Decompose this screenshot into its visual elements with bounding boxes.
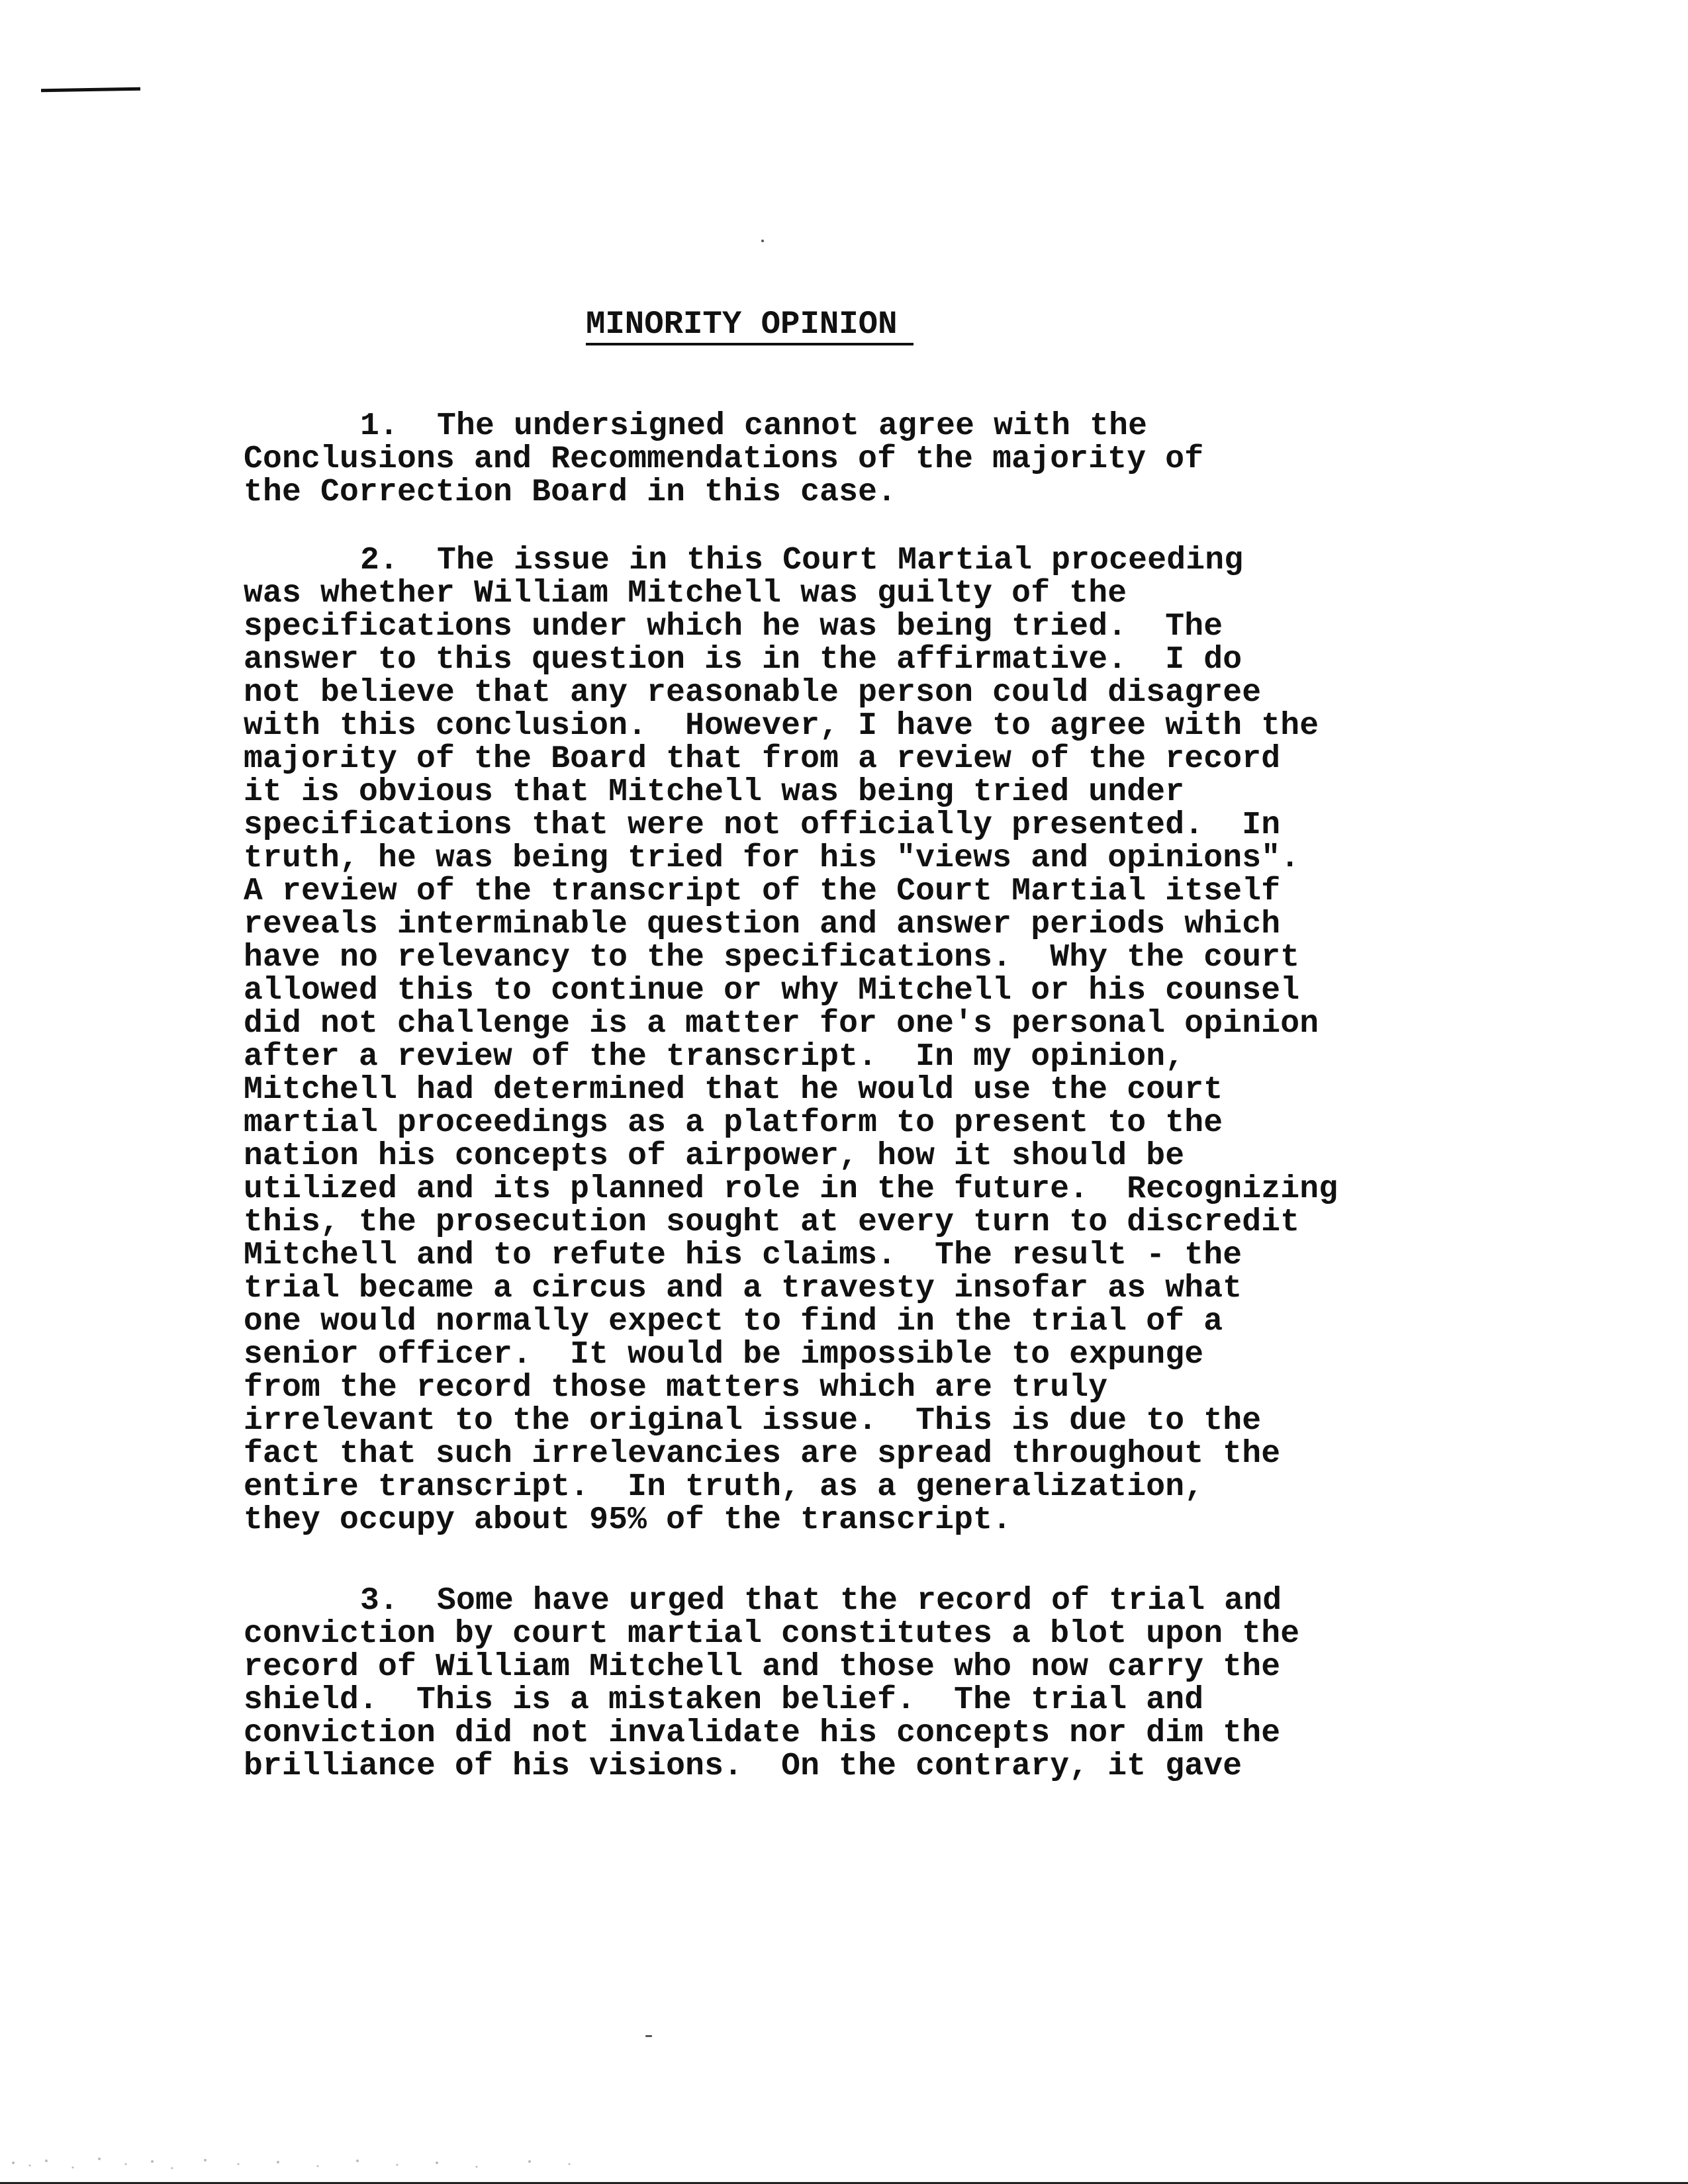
scan-noise — [0, 2144, 1688, 2184]
paragraph-1-line: the Correction Board in this case. — [244, 475, 897, 510]
paragraph-1-line: Conclusions and Recommendations of the majority of — [244, 441, 1204, 477]
paragraph-3-line: record of William Mitchell and those who now carry the — [244, 1649, 1281, 1685]
paragraph-2-line: Mitchell had determined that he would use the court — [244, 1072, 1223, 1108]
paragraph-2-line: fact that such irrelevancies are spread throughout the — [244, 1436, 1281, 1472]
paragraph-2-line: entire transcript. In truth, as a generalization, — [244, 1469, 1204, 1505]
paragraph-2-line: utilized and its planned role in the future. Recognizing — [244, 1171, 1338, 1207]
paragraph-3-line: 3. Some have urged that the record of trial and — [360, 1583, 1282, 1619]
paragraph-2-line: not believe that any reasonable person could disagree — [244, 675, 1262, 711]
paragraph-3-line: shield. This is a mistaken belief. The trial and — [244, 1682, 1204, 1718]
paragraph-2-line: one would normally expect to find in the trial of a — [244, 1304, 1223, 1340]
corner-mark — [41, 87, 140, 93]
paragraph-2-line: irrelevant to the original issue. This is due to the — [244, 1403, 1262, 1439]
paragraph-2-line: reveals interminable question and answer periods which — [244, 907, 1281, 942]
paragraph-2-line: A review of the transcript of the Court Martial itself — [244, 874, 1281, 909]
paragraph-2-line: majority of the Board that from a review of the record — [244, 741, 1281, 777]
paragraph-2-line: answer to this question is in the affirmative. I do — [244, 642, 1243, 678]
document-title: MINORITY OPINION — [586, 306, 898, 343]
title-underline — [586, 343, 914, 345]
paragraph-1-line: 1. The undersigned cannot agree with the — [360, 408, 1148, 444]
paragraph-2-line: specifications that were not officially presented. In — [244, 807, 1281, 843]
paragraph-2-line: trial became a circus and a travesty insofar as what — [244, 1271, 1243, 1306]
paragraph-2-line: truth, he was being tried for his "views and opinions". — [244, 841, 1300, 876]
paragraph-2-line: from the record those matters which are truly — [244, 1370, 1108, 1406]
paragraph-2-line: with this conclusion. However, I have to agree with the — [244, 708, 1319, 744]
paragraph-2-line: allowed this to continue or why Mitchell or his counsel — [244, 973, 1300, 1009]
paragraph-2-line: have no relevancy to the specifications. Why the court — [244, 940, 1300, 976]
paragraph-2-line: they occupy about 95% of the transcript. — [244, 1502, 1012, 1538]
paragraph-3-line: conviction did not invalidate his concepts nor dim the — [244, 1715, 1281, 1751]
paragraph-2-line: did not challenge is a matter for one's personal opinion — [244, 1006, 1319, 1042]
paragraph-2-line: was whether William Mitchell was guilty of the — [244, 576, 1127, 612]
paragraph-3-line: brilliance of his visions. On the contrary, it gave — [244, 1749, 1243, 1784]
paragraph-2-line: Mitchell and to refute his claims. The result - the — [244, 1238, 1243, 1273]
scan-speck — [645, 2035, 652, 2037]
paragraph-2-line: it is obvious that Mitchell was being tried under — [244, 774, 1185, 810]
paragraph-2-line: martial proceedings as a platform to present to the — [244, 1105, 1223, 1141]
paragraph-2-line: 2. The issue in this Court Martial proceeding — [360, 543, 1244, 578]
paragraph-2-line: after a review of the transcript. In my opinion, — [244, 1039, 1185, 1075]
paragraph-2-line: specifications under which he was being tried. The — [244, 609, 1223, 645]
scan-speck — [761, 240, 764, 242]
paragraph-3-line: conviction by court martial constitutes a blot upon the — [244, 1616, 1300, 1652]
paragraph-2-line: this, the prosecution sought at every turn to discredit — [244, 1205, 1300, 1240]
paragraph-2-line: nation his concepts of airpower, how it should be — [244, 1138, 1185, 1174]
paragraph-2-line: senior officer. It would be impossible to expunge — [244, 1337, 1204, 1373]
